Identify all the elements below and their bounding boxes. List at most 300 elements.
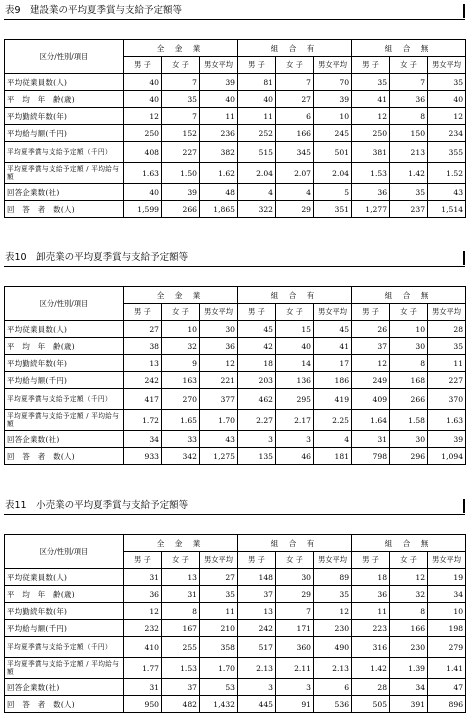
table-cell: 255	[162, 637, 200, 658]
table-cell: 10	[390, 321, 428, 338]
table-cell: 29	[276, 586, 314, 603]
table-cell: 2.04	[314, 163, 352, 184]
table-cell: 181	[314, 448, 352, 465]
table-cell: 11	[238, 108, 276, 125]
table-cell: 40	[124, 184, 162, 201]
table-title: 表9 建設業の平均夏季賞与支給予定額等	[4, 4, 465, 20]
table-cell: 35	[390, 184, 428, 201]
table-cell: 536	[314, 696, 352, 713]
column-group-header: 組 合 有	[238, 287, 352, 304]
sub-column-header: 男 子	[238, 552, 276, 569]
table-cell: 6	[276, 108, 314, 125]
sub-column-header: 女 子	[276, 57, 314, 74]
row-label: 回答企業数(社)	[5, 184, 124, 201]
table-cell: 36	[390, 91, 428, 108]
row-label: 平均勤続年数(年)	[5, 108, 124, 125]
sub-column-header: 女 子	[390, 57, 428, 74]
column-group-header: 全 金 業	[124, 287, 238, 304]
table-cell: 37	[238, 586, 276, 603]
table-row	[5, 125, 466, 142]
table-cell: 171	[276, 620, 314, 637]
sub-column-header: 男女平均	[200, 552, 238, 569]
table-row	[5, 355, 466, 372]
table-cell: 8	[390, 108, 428, 125]
row-label: 平均夏季賞与支給予定額 / 平均給与額	[5, 410, 124, 431]
sub-column-header: 女 子	[276, 552, 314, 569]
table-cell: 163	[162, 372, 200, 389]
bonus-table-wholesale	[4, 286, 466, 465]
table-cell: 417	[124, 389, 162, 410]
table-cell: 45	[314, 321, 352, 338]
sub-column-header: 男 子	[238, 304, 276, 321]
table-cell: 7	[276, 603, 314, 620]
table-cell: 7	[390, 74, 428, 91]
table-cell: 47	[428, 679, 466, 696]
table-row	[5, 448, 466, 465]
table-cell: 950	[124, 696, 162, 713]
table-cell: 382	[200, 142, 238, 163]
table-cell: 18	[238, 355, 276, 372]
table-cell: 266	[390, 389, 428, 410]
table-cell: 2.13	[314, 658, 352, 679]
row-label: 平均夏季賞与支給予定額（千円）	[5, 637, 124, 658]
sub-column-header: 男女平均	[200, 57, 238, 74]
table-cell: 43	[428, 184, 466, 201]
table-cell: 221	[200, 372, 238, 389]
table-cell: 12	[352, 355, 390, 372]
column-group-header: 全 金 業	[124, 40, 238, 57]
table-cell: 10	[314, 108, 352, 125]
table-cell: 370	[428, 389, 466, 410]
table-row	[5, 696, 466, 713]
table-cell: 223	[352, 620, 390, 637]
table-cell: 2.04	[238, 163, 276, 184]
table-cell: 41	[314, 338, 352, 355]
table-cell: 295	[276, 389, 314, 410]
table-cell: 81	[238, 74, 276, 91]
table-cell: 46	[276, 448, 314, 465]
table-cell: 351	[314, 201, 352, 218]
table-cell: 168	[390, 372, 428, 389]
row-label: 平均夏季賞与支給予定額 / 平均給与額	[5, 163, 124, 184]
table-row	[5, 91, 466, 108]
table-cell: 279	[428, 637, 466, 658]
table-cell: 515	[238, 142, 276, 163]
corner-header: 区分/性別/項目	[5, 287, 124, 321]
table-cell: 35	[162, 91, 200, 108]
table-cell: 11	[200, 603, 238, 620]
table-cell: 1,277	[352, 201, 390, 218]
table-cell: 11	[428, 355, 466, 372]
table-cell: 41	[352, 91, 390, 108]
table-cell: 40	[124, 91, 162, 108]
table-cell: 1.58	[390, 410, 428, 431]
table-cell: 8	[390, 355, 428, 372]
table-cell: 798	[352, 448, 390, 465]
row-label: 平均勤続年数(年)	[5, 355, 124, 372]
table-cell: 1.63	[428, 410, 466, 431]
table-cell: 30	[276, 569, 314, 586]
table-cell: 38	[124, 338, 162, 355]
table-cell: 36	[352, 184, 390, 201]
table-cell: 410	[124, 637, 162, 658]
table-row	[5, 569, 466, 586]
table-cell: 408	[124, 142, 162, 163]
table-cell: 232	[124, 620, 162, 637]
row-label: 平均従業員数(人)	[5, 74, 124, 91]
sub-column-header: 男女平均	[428, 304, 466, 321]
table-cell: 505	[352, 696, 390, 713]
table-cell: 27	[276, 91, 314, 108]
table-row	[5, 586, 466, 603]
table-cell: 37	[162, 679, 200, 696]
row-label: 平均従業員数(人)	[5, 321, 124, 338]
table-cell: 27	[124, 321, 162, 338]
sub-column-header: 男女平均	[428, 57, 466, 74]
table-cell: 12	[124, 603, 162, 620]
table-cell: 32	[390, 586, 428, 603]
column-group-header: 組 合 有	[238, 40, 352, 57]
table-row	[5, 372, 466, 389]
table-cell: 3	[238, 679, 276, 696]
table-row	[5, 74, 466, 91]
table-cell: 18	[352, 569, 390, 586]
table-cell: 490	[314, 637, 352, 658]
table-cell: 12	[390, 569, 428, 586]
table-cell: 501	[314, 142, 352, 163]
row-label: 平均夏季賞与支給予定額（千円）	[5, 142, 124, 163]
table-cell: 15	[276, 321, 314, 338]
table-cell: 1.53	[352, 163, 390, 184]
table-cell: 135	[238, 448, 276, 465]
table-cell: 360	[276, 637, 314, 658]
table-cell: 377	[200, 389, 238, 410]
table-cell: 2.25	[314, 410, 352, 431]
sub-column-header: 男 子	[124, 552, 162, 569]
table-cell: 37	[352, 338, 390, 355]
table-cell: 2.07	[276, 163, 314, 184]
sub-column-header: 男 子	[124, 304, 162, 321]
table-cell: 1.53	[162, 658, 200, 679]
table-cell: 31	[352, 431, 390, 448]
column-group-header: 組 合 無	[352, 287, 466, 304]
bonus-table-retail	[4, 534, 466, 713]
table-cell: 1,432	[200, 696, 238, 713]
row-label: 平均夏季賞与支給予定額 / 平均給与額	[5, 658, 124, 679]
sub-column-header: 女 子	[276, 304, 314, 321]
table-cell: 419	[314, 389, 352, 410]
table-cell: 237	[390, 201, 428, 218]
table-row	[5, 108, 466, 125]
table-cell: 391	[390, 696, 428, 713]
sub-column-header: 男 子	[352, 57, 390, 74]
table-cell: 31	[162, 586, 200, 603]
table-cell: 48	[200, 184, 238, 201]
table-title: 表10 卸売業の平均夏季賞与支給予定額等	[4, 251, 465, 267]
table-cell: 342	[162, 448, 200, 465]
table-cell: 36	[352, 586, 390, 603]
sub-column-header: 男女平均	[200, 304, 238, 321]
sub-column-header: 男 子	[124, 57, 162, 74]
table-cell: 1.77	[124, 658, 162, 679]
table-cell: 12	[428, 108, 466, 125]
row-label: 平均夏季賞与支給予定額（千円）	[5, 389, 124, 410]
table-cell: 40	[428, 91, 466, 108]
table-cell: 4	[276, 184, 314, 201]
table-cell: 10	[162, 321, 200, 338]
column-group-header: 組 合 有	[238, 535, 352, 552]
table-title: 表11 小売業の平均夏季賞与支給予定額等	[4, 499, 465, 515]
table-section-construction	[4, 4, 465, 218]
table-cell: 198	[428, 620, 466, 637]
table-cell: 381	[352, 142, 390, 163]
table-cell: 3	[238, 431, 276, 448]
table-cell: 30	[200, 321, 238, 338]
table-cell: 36	[124, 586, 162, 603]
table-cell: 166	[276, 125, 314, 142]
table-section-retail	[4, 499, 465, 713]
table-cell: 1,599	[124, 201, 162, 218]
table-cell: 358	[200, 637, 238, 658]
table-row	[5, 431, 466, 448]
table-cell: 345	[276, 142, 314, 163]
table-cell: 2.27	[238, 410, 276, 431]
table-cell: 34	[124, 431, 162, 448]
row-label: 回答企業数(社)	[5, 431, 124, 448]
table-row	[5, 184, 466, 201]
table-cell: 230	[390, 637, 428, 658]
table-cell: 1,094	[428, 448, 466, 465]
sub-column-header: 女 子	[390, 552, 428, 569]
sub-column-header: 女 子	[162, 552, 200, 569]
table-cell: 4	[314, 431, 352, 448]
table-cell: 227	[428, 372, 466, 389]
table-cell: 31	[124, 569, 162, 586]
table-cell: 2.11	[276, 658, 314, 679]
table-cell: 39	[162, 184, 200, 201]
table-cell: 1.72	[124, 410, 162, 431]
row-label: 平均給与額(千円)	[5, 620, 124, 637]
table-cell: 91	[276, 696, 314, 713]
table-cell: 39	[428, 431, 466, 448]
sub-column-header: 女 子	[390, 304, 428, 321]
table-cell: 12	[200, 355, 238, 372]
table-cell: 7	[162, 74, 200, 91]
table-cell: 249	[352, 372, 390, 389]
table-cell: 34	[428, 586, 466, 603]
table-cell: 213	[390, 142, 428, 163]
table-cell: 210	[200, 620, 238, 637]
table-cell: 152	[162, 125, 200, 142]
table-cell: 136	[276, 372, 314, 389]
table-cell: 1.50	[162, 163, 200, 184]
table-cell: 166	[390, 620, 428, 637]
table-cell: 242	[238, 620, 276, 637]
table-cell: 89	[314, 569, 352, 586]
table-cell: 30	[390, 338, 428, 355]
table-cell: 1.63	[124, 163, 162, 184]
sub-column-header: 女 子	[162, 57, 200, 74]
table-cell: 29	[276, 201, 314, 218]
table-section-wholesale	[4, 251, 465, 465]
corner-header: 区分/性別/項目	[5, 535, 124, 569]
sub-column-header: 男女平均	[314, 304, 352, 321]
row-label: 回 答 者 数(人)	[5, 448, 124, 465]
table-cell: 2.17	[276, 410, 314, 431]
corner-header: 区分/性別/項目	[5, 40, 124, 74]
table-cell: 40	[124, 74, 162, 91]
table-cell: 40	[276, 338, 314, 355]
table-cell: 12	[124, 108, 162, 125]
table-cell: 1.70	[200, 410, 238, 431]
table-cell: 1.41	[428, 658, 466, 679]
table-cell: 35	[428, 74, 466, 91]
table-cell: 31	[124, 679, 162, 696]
table-row	[5, 163, 466, 184]
table-row	[5, 679, 466, 696]
table-cell: 13	[162, 569, 200, 586]
row-label: 平均給与額(千円)	[5, 125, 124, 142]
sub-column-header: 男女平均	[428, 552, 466, 569]
sub-column-header: 男 子	[238, 57, 276, 74]
table-cell: 35	[352, 74, 390, 91]
sub-column-header: 男女平均	[314, 552, 352, 569]
table-cell: 39	[314, 91, 352, 108]
table-cell: 6	[314, 679, 352, 696]
table-cell: 270	[162, 389, 200, 410]
table-cell: 1.42	[390, 163, 428, 184]
table-cell: 1.62	[200, 163, 238, 184]
column-group-header: 全 金 業	[124, 535, 238, 552]
table-cell: 150	[390, 125, 428, 142]
table-cell: 8	[390, 603, 428, 620]
table-cell: 7	[276, 74, 314, 91]
table-cell: 12	[352, 108, 390, 125]
table-cell: 148	[238, 569, 276, 586]
table-cell: 8	[162, 603, 200, 620]
table-cell: 266	[162, 201, 200, 218]
table-cell: 11	[352, 603, 390, 620]
table-cell: 1.39	[390, 658, 428, 679]
table-cell: 896	[428, 696, 466, 713]
table-cell: 19	[428, 569, 466, 586]
table-cell: 1,514	[428, 201, 466, 218]
table-cell: 167	[162, 620, 200, 637]
table-row	[5, 603, 466, 620]
table-cell: 186	[314, 372, 352, 389]
table-cell: 4	[238, 184, 276, 201]
table-cell: 14	[276, 355, 314, 372]
table-cell: 33	[162, 431, 200, 448]
sub-column-header: 女 子	[162, 304, 200, 321]
table-cell: 43	[200, 431, 238, 448]
table-row	[5, 410, 466, 431]
table-row	[5, 658, 466, 679]
column-group-header: 組 合 無	[352, 535, 466, 552]
table-cell: 17	[314, 355, 352, 372]
table-cell: 5	[314, 184, 352, 201]
table-cell: 203	[238, 372, 276, 389]
table-cell: 242	[124, 372, 162, 389]
table-cell: 1.65	[162, 410, 200, 431]
table-cell: 3	[276, 679, 314, 696]
table-cell: 296	[390, 448, 428, 465]
table-cell: 933	[124, 448, 162, 465]
row-label: 回 答 者 数(人)	[5, 201, 124, 218]
table-cell: 2.13	[238, 658, 276, 679]
table-cell: 250	[124, 125, 162, 142]
table-row	[5, 338, 466, 355]
table-cell: 70	[314, 74, 352, 91]
table-cell: 7	[162, 108, 200, 125]
table-cell: 227	[162, 142, 200, 163]
row-label: 平 均 年 齢(歳)	[5, 91, 124, 108]
table-row	[5, 201, 466, 218]
table-cell: 40	[200, 91, 238, 108]
table-cell: 53	[200, 679, 238, 696]
table-cell: 445	[238, 696, 276, 713]
table-cell: 34	[390, 679, 428, 696]
table-cell: 1,865	[200, 201, 238, 218]
table-row	[5, 637, 466, 658]
table-cell: 27	[200, 569, 238, 586]
table-cell: 36	[200, 338, 238, 355]
table-cell: 230	[314, 620, 352, 637]
table-row	[5, 620, 466, 637]
table-cell: 45	[238, 321, 276, 338]
table-cell: 316	[352, 637, 390, 658]
table-cell: 12	[314, 603, 352, 620]
table-cell: 234	[428, 125, 466, 142]
table-cell: 42	[238, 338, 276, 355]
table-cell: 1,275	[200, 448, 238, 465]
table-cell: 517	[238, 637, 276, 658]
table-row	[5, 321, 466, 338]
table-cell: 13	[124, 355, 162, 372]
table-cell: 462	[238, 389, 276, 410]
table-cell: 11	[200, 108, 238, 125]
row-label: 平 均 年 齢(歳)	[5, 586, 124, 603]
table-row	[5, 142, 466, 163]
table-cell: 35	[314, 586, 352, 603]
table-cell: 10	[428, 603, 466, 620]
table-cell: 409	[352, 389, 390, 410]
table-cell: 9	[162, 355, 200, 372]
bonus-table-construction	[4, 39, 466, 218]
table-cell: 39	[200, 74, 238, 91]
table-cell: 322	[238, 201, 276, 218]
table-cell: 28	[428, 321, 466, 338]
row-label: 平均給与額(千円)	[5, 372, 124, 389]
table-cell: 236	[200, 125, 238, 142]
table-cell: 1.42	[352, 658, 390, 679]
table-cell: 1.70	[200, 658, 238, 679]
sub-column-header: 男 子	[352, 552, 390, 569]
table-cell: 30	[390, 431, 428, 448]
sub-column-header: 男 子	[352, 304, 390, 321]
table-cell: 28	[352, 679, 390, 696]
table-cell: 1.64	[352, 410, 390, 431]
table-row	[5, 389, 466, 410]
table-cell: 35	[428, 338, 466, 355]
table-cell: 482	[162, 696, 200, 713]
row-label: 平均勤続年数(年)	[5, 603, 124, 620]
table-cell: 40	[238, 91, 276, 108]
row-label: 平 均 年 齢(歳)	[5, 338, 124, 355]
column-group-header: 組 合 無	[352, 40, 466, 57]
table-cell: 3	[276, 431, 314, 448]
sub-column-header: 男女平均	[314, 57, 352, 74]
